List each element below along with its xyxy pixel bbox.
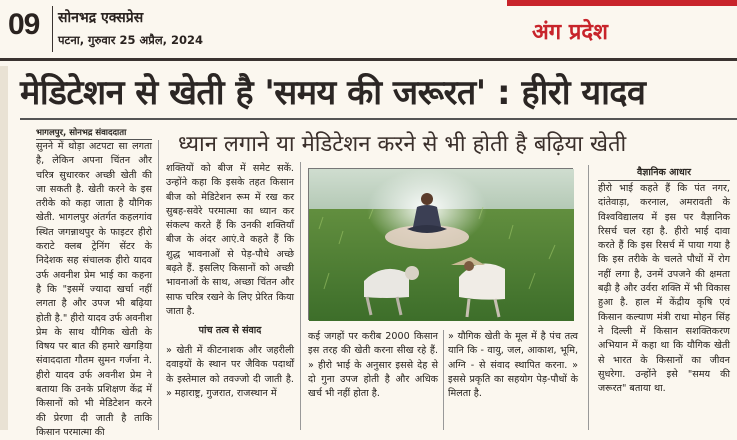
article-column-2 — [166, 162, 294, 317]
article-text: हीरो भाई कहते हैं कि पंत नगर, दांतेवाड़ा, करनाल, अमरावती के विश्वविद्यालय में इस पर वैज्ञानिक रिसर्च चल रहा है. हीरो भाई दावा करते हैं कि इस रिसर्च में पाया गया है कि इस तरीके के चलते पौधों में रोग नहीं लगा है, उनमें उपजने की क्षमता बढ़ी है और उर्वरा शक्ति में भी विकास हुआ है. हाल में केंद्रीय कृषि एवं किसान कल्याण मंत्री राधा मोहन सिंह ने दिल्ली में किसान सशक्तिकरण अभियान में कहा था कि यौगिक खेती से भारत के किसानों का जीवन सुधरेगा. उन्होंने इसे "समय की जरूरत" बताया था. — [598, 183, 730, 395]
paper-name: सोनभद्र एक्सप्रेस — [58, 10, 144, 26]
article-photo — [308, 168, 573, 320]
column-divider — [588, 165, 589, 430]
page-edge — [0, 66, 8, 430]
article-text: कई जगहों पर करीब 2000 किसान इस तरह की खेती करना सीख रहे हैं. » हीरो भाई के अनुसार इससे देह से दो गुना उपज होती है और अधिक खर्च भी नहीं होता है. — [308, 331, 438, 400]
masthead-divider — [52, 6, 53, 52]
article-column-2b — [166, 344, 294, 430]
article-text: » यौगिक खेती के मूल में है पंच तत्व यानि कि - वायु, जल, आकाश, भूमि, अग्नि - से संवाद स्थापित करना. » इससे प्रकृति का सहयोग पेड़-पौधों के मिलता है. — [448, 331, 578, 400]
accent-bar — [507, 0, 737, 6]
column-divider — [158, 140, 159, 430]
section-title: अंग प्रदेश — [532, 20, 609, 45]
article-column-5 — [598, 182, 730, 430]
byline: भागलपुर, सोनभद्र संवाददाता — [36, 127, 152, 140]
article-text: » खेती में कीटनाशक और जहरीली दवाइयों के स्थान पर जैविक पदार्थों के इस्तेमाल को तवज्जो दी जाती है. » महाराष्ट्र, गुजरात, राजस्थान में — [166, 345, 294, 399]
masthead-rule — [0, 58, 737, 61]
article-column-1 — [36, 140, 152, 438]
headline-rule — [20, 118, 737, 120]
page-number: 09 — [8, 8, 40, 41]
subsection-heading: पांच तत्व से संवाद — [198, 325, 262, 336]
farmers-meditating-photo — [309, 169, 574, 321]
article-text: शक्तियों को बीज में समेट सकें. उन्होंने कहा कि इसके तहत किसान बीज को मेडिटेशन रूम में रख कर सुबह-सवेरे परमात्मा का ध्यान कर संकल्प करते हैं कि उनकी शक्तियाँ बीज के अंदर आएं.वे कहते हैं कि शुद्ध भावनाओं से पेड़-पौधे अच्छे बढ़ते हैं. इसलिए किसानों को अच्छी भावनाओं के साथ, अच्छा चिंतन और साफ चरित्र रखने के लिए प्रेरित किया जाता है. — [166, 163, 294, 317]
masthead — [0, 0, 737, 58]
sub-headline: ध्यान लगाने या मेडिटेशन करने से भी होती है बढ़िया खेती — [178, 132, 627, 157]
column-divider — [443, 330, 444, 430]
dateline: पटना, गुरुवार 25 अप्रैल, 2024 — [58, 33, 204, 47]
subsection-heading-right: वैज्ञानिक आधार — [598, 165, 730, 181]
article-column-4 — [448, 330, 578, 430]
article-text: सुनने में थोड़ा अटपटा सा लगता है, लेकिन अपना चिंतन और चरित्र सुधारकर अच्छी खेती की जा सकती है. खेती करने के इस तरीके को कहा जाता है यौगिक खेती. भागलपुर अंतर्गत कहलगांव स्थित जगन्नाथपुर के फाइटर हीरो कराटे क्लब ट्रेनिंग सेंटर के निदेशक सह संचालक हीरो यादव उर्फ अवनीश प्रेम भाई का कहना है कि "इसमें ज्यादा खर्चा नहीं लगता है और उपज भी बढ़िया होती है." हीरो यादव उर्फ अवनीश प्रेम के साथ यौगिक खेती के विषय पर बात की हमारे खगड़िया संवाददाता गौतम सुमन गर्जना ने. हीरो यादव उर्फ अवनीश प्रेम ने बताया कि उनके प्रशिक्षण केंद्र में किसानों को भी मेडिटेशन करने की प्रेरणा दी जाती है ताकि किसान परमात्मा की — [36, 141, 152, 438]
column-divider — [300, 162, 301, 430]
headline: मेडिटेशन से खेती है 'समय की जरूरत' : हीरो यादव — [20, 73, 646, 113]
article-column-3 — [308, 330, 438, 430]
